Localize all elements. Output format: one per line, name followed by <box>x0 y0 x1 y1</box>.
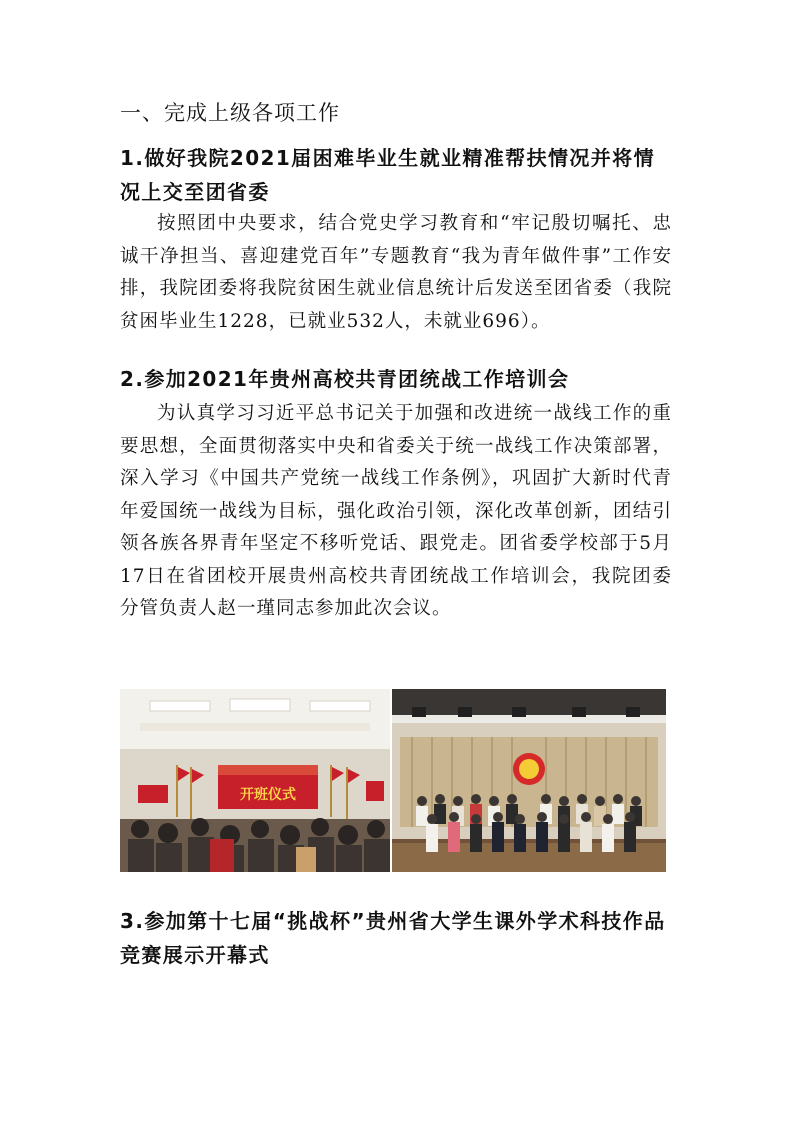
group-photo <box>392 689 666 872</box>
item-3-heading: 3.参加第十七届“挑战杯”贵州省大学生课外学术科技作品竞赛展示开幕式 <box>120 909 666 967</box>
item-1-body: 按照团中央要求，结合党史学习教育和“牢记殷切嘱托、忠诚干净担当、喜迎建党百年”专题教育“我为青年做件事”工作安排，我院团委将我院贫困生就业信息统计后发送至团省委（我院贫困毕业生1228，已就业532人，未就业696）。 <box>120 213 672 332</box>
section-title: 一、完成上级各项工作 <box>120 101 340 125</box>
item-1-heading: 1.做好我院2021届困难毕业生就业精准帮扶情况并将情况上交至团省委 <box>120 146 655 204</box>
banner-text: 开班仪式 <box>240 787 296 803</box>
item-2-body: 为认真学习习近平总书记关于加强和改进统一战线工作的重要思想，全面贯彻落实中央和省委关于统一战线工作决策部署，深入学习《中国共产党统一战线工作条例》，巩固扩大新时代青年爱国统一战线为目标，强化政治引领，深化改革创新，团结引领各族各界青年坚定不移听党话、跟党走。团省委学校部于5月17日在省团校开展贵州高校共青团统战工作培训会，我院团委分管负责人赵一瑾同志参加此次会议。 <box>120 403 672 619</box>
meeting-hall-photo <box>120 689 390 872</box>
item-2-heading: 2.参加2021年贵州高校共青团统战工作培训会 <box>120 367 570 391</box>
